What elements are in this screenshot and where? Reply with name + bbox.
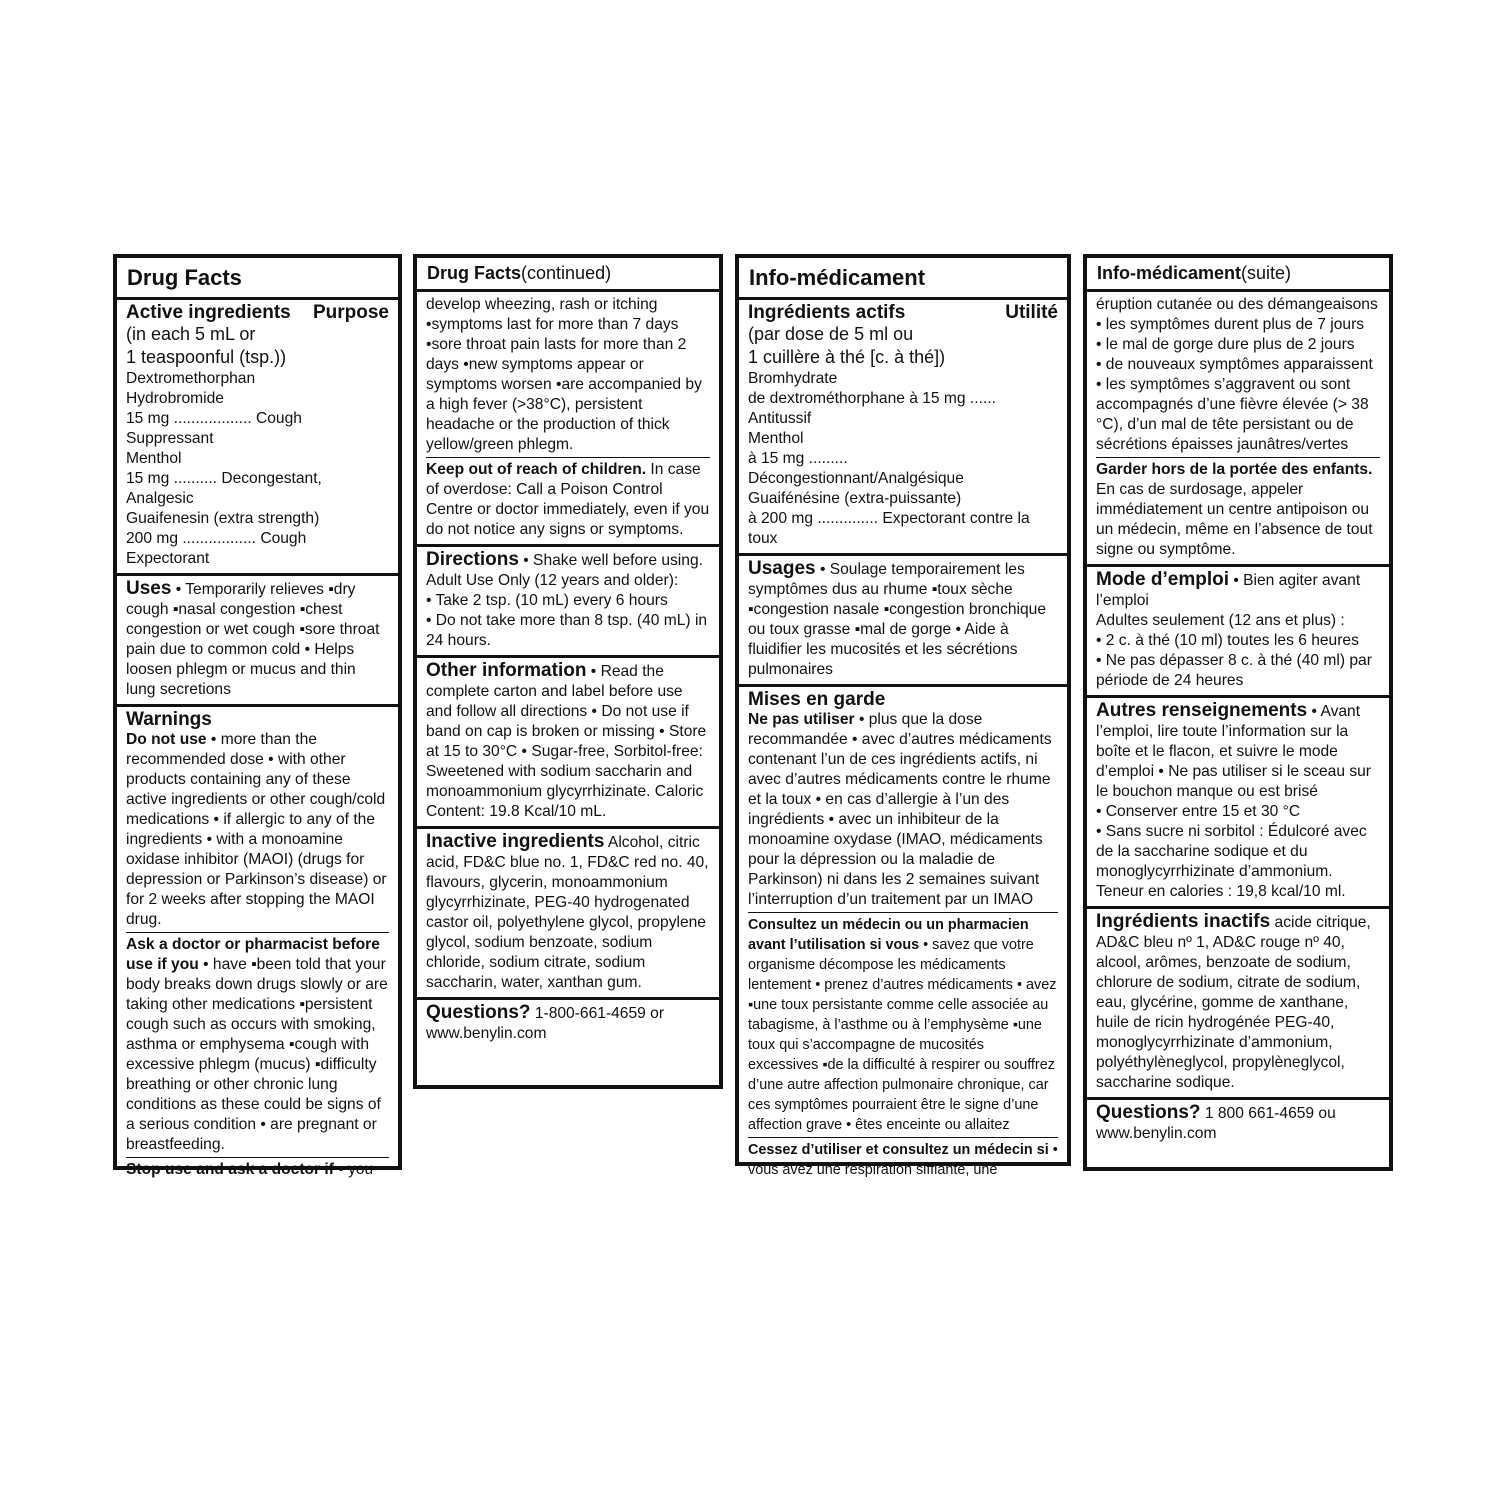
suite-line: • les symptômes durent plus de 7 jours [1096,316,1365,333]
do-not-use-heading: Do not use [126,731,207,748]
mode-emploi-line: • Ne pas dépasser 8 c. à thé (40 ml) par période de 24 heures [1096,652,1372,689]
ingredient-line: Bromhydrate [748,370,838,387]
directions-section [417,544,719,655]
ingredient-line: Menthol [748,430,804,447]
info-medicament-panel-1 [735,254,1071,1178]
mises-en-garde-heading: Mises en garde [748,689,886,710]
questions-text: 1-800-661-4659 or www.benylin.com [426,1005,665,1042]
keep-out-heading: Keep out of reach of children. [426,461,647,478]
ingredient-line: à 15 mg ......... Décongestionnant/Analgésique [748,450,964,487]
directions-line: • Take 2 tsp. (10 mL) every 6 hours [426,592,668,609]
inactive-ingredients-heading: Inactive ingredients [426,831,605,852]
continued-text: develop wheezing, rash or itching •symptoms last for more than 7 days •sore throat pain lasts for more than 2 days •new symptoms appear or symptoms worsen •are accompanied by a high fever (>38°C), persistent headache or the production of thick yellow/green phlegm. [426,296,702,453]
garder-hors-heading: Garder hors de la portée des enfants. [1096,461,1373,478]
autres-renseignements-section [1087,695,1389,906]
other-information-section [417,655,719,826]
usages-heading: Usages [748,558,816,579]
ingredient-line: 15 mg .................. Cough Suppressant [126,410,302,447]
mode-emploi-section [1087,564,1389,695]
ingredient-line: 200 mg ................. Cough Expectorant [126,530,307,567]
ingredients-actifs-section [739,300,1067,553]
autres-renseignements-heading: Autres renseignements [1096,700,1308,721]
autres-renseignements-line: • Sans sucre ni sorbitol : Édulcoré avec de la saccharine sodique et du monoglycyrrhizinate d’ammonium. Teneur en calories : 19,8 kcal/10 ml. [1096,823,1367,900]
directions-line: Adult Use Only (12 years and older): [426,572,679,589]
questions-heading: Questions? [426,1002,531,1023]
dose-line: (par dose de 5 ml ou [748,324,914,344]
drug-facts-panel-2 [413,254,723,1089]
consultez-text: • savez que votre organisme décompose les médicaments lentement • prenez d’autres médicaments • avez ▪une toux persistante comme celle associée au tabagisme, à l’asthme ou à l’emphysème ▪une toux qui s’accompagne de mucosités excessives ▪de la difficulté à respirer ou souffrez d’une autre affection pulmonaire chronique, car ces symptômes pourraient être le signe d’une affection grave • êtes enceinte ou allaitez [748,937,1057,1133]
ask-doctor-heading: Ask a doctor or pharmacist before use if you [126,936,380,973]
mode-emploi-line: Adultes seulement (12 ans et plus) : [1096,612,1345,629]
mode-emploi-text: • Bien agiter avant l’emploi [1096,572,1361,609]
drug-facts-panel-1 [113,254,402,1178]
mode-emploi-heading: Mode d’emploi [1096,569,1229,590]
suite-line: • les symptômes s’aggravent ou sont accompagnés d’une fièvre élevée (> 38 °C), d’un mal de tête persistant ou de sécrétions épaisses jaunâtres/vertes [1096,376,1369,453]
questions-heading: Questions? [1096,1102,1201,1123]
directions-heading: Directions [426,549,519,570]
active-ingredients-heading: Active ingredients [126,302,291,323]
ingredient-line: Guaifénésine (extra-puissante) [748,490,962,507]
dose-line: 1 teaspoonful (tsp.)) [126,347,287,367]
inactive-ingredients-text: Alcohol, citric acid, FD&C blue no. 1, FD&C red no. 40, flavours, glycerin, monoammonium glycyrrhizinate, PEG-40 hydrogenated castor oil, polyethylene glycol, propylene glycol, sodium benzoate, sodium chloride, sodium citrate, sodium saccharin, water, xanthan gum. [426,834,709,991]
uses-heading: Uses [126,578,172,599]
warnings-section [117,704,398,1184]
purpose-heading: Purpose [312,302,389,323]
usages-section [739,553,1067,684]
ask-doctor-text: • have ▪been told that your body breaks down drugs slowly or are taking other medications ▪persistent cough such as occurs with smoking, asthma or emphysema ▪cough with excessive phlegm (mucus) ▪difficulty breathing or other chronic lung conditions as these could be signs of a serious condition • are pregnant or breastfeeding. [126,956,388,1153]
questions-section [1087,1097,1389,1148]
ingredients-inactifs-heading: Ingrédients inactifs [1096,911,1271,932]
autres-renseignements-text: • Avant l’emploi, lire toute l’information sur la boîte et le flacon, et suivre le mode d’emploi • Ne pas utiliser si le sceau sur le bouchon manque ou est brisé [1096,703,1371,800]
garder-hors-text: En cas de surdosage, appeler immédiatement un centre antipoison ou un médecin, même en l’absence de tout signe ou symptôme. [1096,481,1373,558]
consultez-heading: Consultez un médecin ou un pharmacien avant l’utilisation si vous [748,917,1029,953]
ingredient-line: Menthol [126,450,182,467]
ingredient-line: de dextrométhorphane à 15 mg ...... Antitussif [748,390,996,427]
panel-title: Drug Facts [117,258,398,300]
dose-line: 1 cuillère à thé [c. à thé]) [748,347,946,367]
ingredients-inactifs-section [1087,906,1389,1097]
inactive-ingredients-section [417,826,719,997]
mises-en-garde-section [739,684,1067,1184]
uses-text: • Temporarily relieves ▪dry cough ▪nasal congestion ▪chest congestion or wet cough ▪sore throat pain due to common cold • Helps loosen phlegm or mucus and thin lung secretions [126,581,380,698]
ne-pas-utiliser-heading: Ne pas utiliser [748,711,855,728]
suite-line: • de nouveaux symptômes apparaissent [1096,356,1373,373]
autres-renseignements-line: • Conserver entre 15 et 30 °C [1096,803,1301,820]
suite-section [1087,292,1389,564]
active-ingredients-section [117,300,398,573]
utilite-heading: Utilité [1005,302,1058,323]
ingredient-line: Dextromethorphan [126,370,256,387]
usages-text: • Soulage temporairement les symptômes dus au rhume ▪toux sèche ▪congestion nasale ▪congestion bronchique ou toux grasse ▪mal de gorge • Aide à fluidifier les mucosités et les sécrétions pulmonaires [748,561,1047,678]
ne-pas-utiliser-text: • plus que la dose recommandée • avec d’autres médicaments contenant l’un de ces ingrédients actifs, ni avec d’autres médicaments contre le rhume et la toux • en cas d’allergie à l’un des ingrédients • avec un inhibiteur de la monoamine oxydase (IMAO, médicaments pour la dépression ou la maladie de Parkinson) ni dans les 2 semaines suivant l’interruption d’un traitement par un IMAO [748,711,1052,908]
keep-out-text: In case of overdose: Call a Poison Control Centre or doctor immediately, even if you do not notice any signs or symptoms. [426,461,710,538]
uses-section [117,573,398,704]
panel-title: Info-médicament [739,258,1067,300]
ingredient-line: 15 mg .......... Decongestant, Analgesic [126,470,322,507]
cessez-heading: Cessez d’utiliser et consultez un médecin si [748,1142,1049,1158]
warnings-heading: Warnings [126,709,212,730]
stop-use-heading: Stop use and ask a doctor if [126,1161,334,1178]
ingredient-line: Hydrobromide [126,390,224,407]
suite-line: éruption cutanée ou des démangeaisons [1096,296,1378,313]
continued-section [417,292,719,544]
ingredients-inactifs-text: acide citrique, AD&C bleu nº 1, AD&C rouge nº 40, alcool, arômes, benzoate de sodium, chlorure de sodium, citrate de sodium, eau, glycérine, gomme de xanthane, huile de ricin hydrogénée PEG-40, monoglycyrrhizinate d’ammonium, polyéthylèneglycol, propylèneglycol, saccharine sodique. [1096,914,1371,1091]
ingredient-line: Guaifenesin (extra strength) [126,510,320,527]
info-medicament-panel-2 [1083,254,1393,1171]
suite-line: • le mal de gorge dure plus de 2 jours [1096,336,1355,353]
mode-emploi-line: • 2 c. à thé (10 ml) toutes les 6 heures [1096,632,1359,649]
other-information-heading: Other information [426,660,587,681]
directions-line: • Do not take more than 8 tsp. (40 mL) in 24 hours. [426,612,708,649]
directions-text: • Shake well before using. [518,552,703,569]
questions-text: 1 800 661-4659 ou www.benylin.com [1096,1105,1336,1142]
panel-title: Drug Facts (continued) [417,258,719,292]
other-information-text: • Read the complete carton and label before use and follow all directions • Do not use if band on cap is broken or missing • Store at 15 to 30°C • Sugar-free, Sorbitol-free: Sweetened with sodium saccharin and monoammonium glycyrrhizinate. Caloric Content: 19.8 Kcal/10 mL. [426,663,707,820]
ingredients-actifs-heading: Ingrédients actifs [748,302,906,323]
cessez-text: • vous avez une respiration sifflante, une [748,1142,1058,1178]
panel-title: Info-médicament (suite) [1087,258,1389,292]
dose-line: (in each 5 mL or [126,324,256,344]
stop-use-text: • you [333,1161,374,1178]
do-not-use-text: • more than the recommended dose • with other products containing any of these active ingredients or other cough/cold medications • if allergic to any of the ingredients • with a monoamine oxidase inhibitor (MAOI) (drugs for depression or Parkinson’s disease) or for 2 weeks after stopping the MAOI drug. [126,731,387,928]
ingredient-line: à 200 mg .............. Expectorant contre la toux [748,510,1030,547]
questions-section [417,997,719,1048]
